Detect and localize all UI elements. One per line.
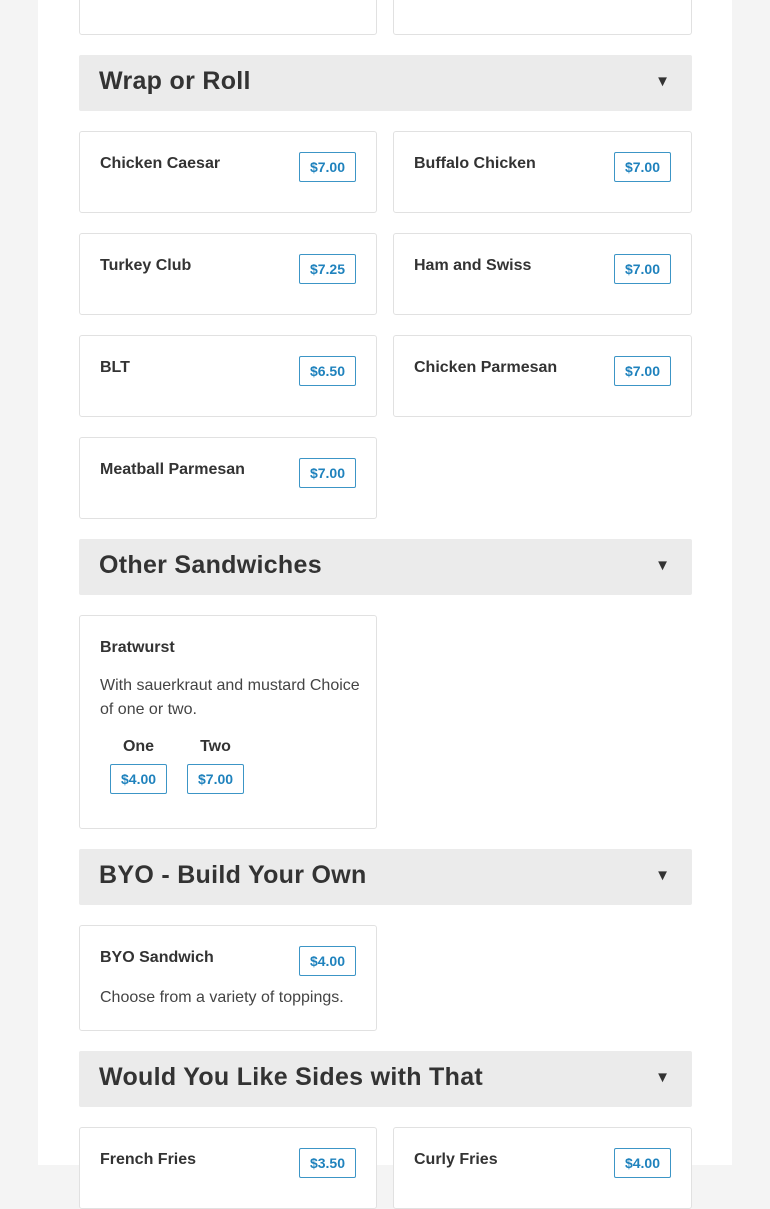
- menu-item-card-partial[interactable]: [393, 0, 692, 35]
- menu-item-card[interactable]: [79, 615, 377, 829]
- section-title: Other Sandwiches: [99, 551, 322, 579]
- section-title: Wrap or Roll: [99, 67, 251, 95]
- price-button[interactable]: $3.50: [299, 1148, 356, 1178]
- item-name: Chicken Caesar: [100, 155, 221, 172]
- section-title: BYO - Build Your Own: [99, 861, 367, 889]
- caret-down-icon: ▼: [655, 1069, 670, 1086]
- item-name: Buffalo Chicken: [414, 155, 536, 172]
- menu-item-card[interactable]: [79, 1127, 377, 1209]
- price-button[interactable]: $7.00: [614, 152, 671, 182]
- menu-item-card[interactable]: [79, 131, 377, 213]
- item-name: Curly Fries: [414, 1151, 498, 1168]
- menu-item-card[interactable]: [79, 437, 377, 519]
- section-header-sides[interactable]: [79, 1051, 692, 1107]
- caret-down-icon: ▼: [655, 73, 670, 90]
- price-button[interactable]: $7.25: [299, 254, 356, 284]
- price-button[interactable]: $7.00: [614, 254, 671, 284]
- item-name: Ham and Swiss: [414, 257, 532, 274]
- price-button[interactable]: $4.00: [299, 946, 356, 976]
- menu-item-card[interactable]: [79, 335, 377, 417]
- menu-item-card[interactable]: [79, 925, 377, 1031]
- menu-item-card[interactable]: [393, 335, 692, 417]
- menu-item-card[interactable]: [79, 233, 377, 315]
- price-button[interactable]: $7.00: [299, 458, 356, 488]
- option-label: One: [122, 738, 155, 755]
- price-button[interactable]: $7.00: [299, 152, 356, 182]
- menu-item-card[interactable]: [393, 1127, 692, 1209]
- section-title: Would You Like Sides with That: [99, 1063, 484, 1091]
- caret-down-icon: ▼: [655, 557, 670, 574]
- item-name: Chicken Parmesan: [414, 359, 558, 376]
- caret-down-icon: ▼: [655, 867, 670, 884]
- menu-item-card[interactable]: [393, 233, 692, 315]
- item-name: Meatball Parmesan: [100, 461, 245, 478]
- menu-item-card-partial[interactable]: [79, 0, 377, 35]
- section-header-wrap-or-roll[interactable]: [79, 55, 692, 111]
- item-name: Turkey Club: [100, 257, 192, 274]
- item-description: Choose from a variety of toppings.: [100, 989, 344, 1006]
- section-header-other-sandwiches[interactable]: [79, 539, 692, 595]
- item-name: French Fries: [100, 1151, 197, 1168]
- section-header-byo[interactable]: [79, 849, 692, 905]
- item-description: With sauerkraut and mustard Choice of one or two.: [100, 677, 360, 718]
- price-button[interactable]: $7.00: [187, 764, 244, 794]
- item-name: BLT: [100, 359, 130, 376]
- item-name: Bratwurst: [100, 639, 175, 656]
- price-button[interactable]: $7.00: [614, 356, 671, 386]
- price-button[interactable]: $4.00: [614, 1148, 671, 1178]
- option-label: Two: [200, 738, 231, 755]
- menu-item-card[interactable]: [393, 131, 692, 213]
- price-button[interactable]: $6.50: [299, 356, 356, 386]
- price-button[interactable]: $4.00: [110, 764, 167, 794]
- item-name: BYO Sandwich: [100, 949, 214, 966]
